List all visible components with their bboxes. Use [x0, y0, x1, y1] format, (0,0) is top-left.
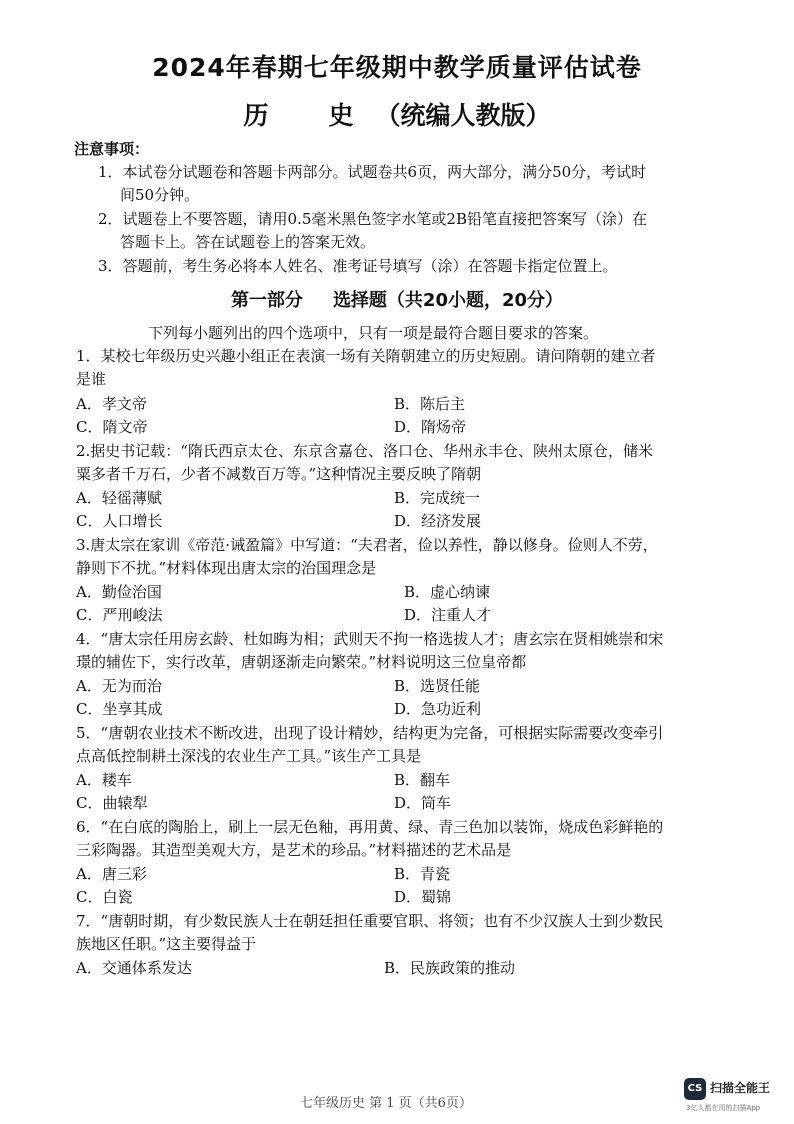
exam-title: 2024年春期七年级期中教学质量评估试卷 [152, 53, 642, 82]
camscanner-logo-icon: CS [684, 1078, 706, 1100]
note-line: 间50分钟。 [120, 186, 200, 204]
option-d: D．隋炀帝 [394, 418, 467, 436]
option-c: C．隋文帝 [76, 418, 148, 436]
option-a: A．耧车 [76, 771, 132, 789]
question-stem: 静则下不扰。”材料体现出唐太宗的治国理念是 [76, 559, 377, 577]
option-a: A．交通体系发达 [76, 959, 192, 977]
option-b: B．青瓷 [394, 865, 451, 883]
question-stem: 粟多者千万石，少者不减数百万等。”这种情况主要反映了隋朝 [76, 465, 482, 483]
question-stem: 5．“唐朝农业技术不断改进，出现了设计精妙，结构更为完备，可根据实际需要改变牵引 [76, 724, 664, 742]
option-c: C．严刑峻法 [76, 606, 163, 624]
question-stem: 三彩陶器。其造型美观大方，是艺术的珍品。”材料描述的艺术品是 [76, 841, 512, 859]
option-a: A．无为而治 [76, 677, 162, 695]
question-stem: 2.据史书记载：“隋氏西京太仓、东京含嘉仓、洛口仓、华州永丰仓、陕州太原仓，储米 [76, 442, 653, 460]
edition-label: （统编人教版） [375, 101, 551, 130]
option-b: B．民族政策的推动 [384, 959, 516, 977]
note-line: 答题卡上。答在试题卷上的答案无效。 [120, 233, 376, 251]
watermark-tagline: 3亿人都在用的扫描App [686, 1104, 761, 1112]
option-a: A．勤俭治国 [76, 583, 162, 601]
option-c: C．曲辕犁 [76, 794, 148, 812]
question-stem: 7．“唐朝时期，有少数民族人士在朝廷担任重要官职、将领；也有不少汉族人士到少数民 [76, 912, 664, 930]
question-stem: 族地区任职。”这主要得益于 [76, 935, 257, 953]
option-a: A．唐三彩 [76, 865, 147, 883]
question-stem: 6．“在白底的陶胎上，刷上一层无色釉，再用黄、绿、青三色加以装饰，烧成色彩鲜艳的 [76, 818, 664, 836]
option-b: B．虚心纳谏 [404, 583, 491, 601]
option-c: C．坐享其成 [76, 700, 163, 718]
option-d: D．经济发展 [394, 512, 482, 530]
question-stem: 是谁 [76, 370, 107, 388]
note-line: 3．答题前，考生务必将本人姓名、准考证号填写（涂）在答题卡指定位置上。 [98, 257, 618, 275]
question-stem: 3.唐太宗在家训《帝范·诫盈篇》中写道：“夫君者，俭以养性，静以修身。俭则人不劳， [76, 536, 658, 554]
question-stem: 4．“唐太宗任用房玄龄、杜如晦为相；武则天不拘一格选拔人才；唐玄宗在贤相姚崇和宋 [76, 630, 664, 648]
note-line: 1．本试卷分试题卷和答题卡两部分。试题卷共6页，两大部分，满分50分，考试时 [98, 163, 647, 181]
question-stem: 璟的辅佐下，实行改革，唐朝逐渐走向繁荣。”材料说明这三位皇帝都 [76, 653, 527, 671]
section-title [0, 286, 794, 312]
question-stem: 1．某校七年级历史兴趣小组正在表演一场有关隋朝建立的历史短剧。请问隋朝的建立者 [76, 347, 656, 365]
option-b: B．选贤任能 [394, 677, 481, 695]
option-b: B．翻车 [394, 771, 451, 789]
page-footer: 七年级历史 第 1 页（共6页） [300, 1096, 472, 1111]
section-instruction: 下列每小题列出的四个选项中，只有一项是最符合题目要求的答案。 [148, 324, 599, 342]
note-line: 2．试题卷上不要答题，请用0.5毫米黑色签字水笔或2B铅笔直接把答案写（涂）在 [98, 210, 647, 228]
option-d: D．筒车 [394, 794, 452, 812]
option-b: B．陈后主 [394, 395, 466, 413]
option-c: C．白瓷 [76, 888, 133, 906]
watermark-app-name: 扫描全能王 [710, 1081, 771, 1095]
exam-subtitle [0, 96, 794, 132]
scanner-watermark [684, 1076, 784, 1116]
option-d: D．蜀锦 [394, 888, 452, 906]
section-part-label: 第一部分 [230, 290, 303, 311]
option-a: A．轻徭薄赋 [76, 489, 162, 507]
option-d: D．注重人才 [404, 606, 492, 624]
notes-heading: 注意事项： [74, 140, 150, 158]
option-a: A．孝文帝 [76, 395, 147, 413]
option-b: B．完成统一 [394, 489, 481, 507]
subject-char-2: 史 [328, 101, 354, 130]
question-stem: 点高低控制耕土深浅的农业生产工具。”该生产工具是 [76, 747, 422, 765]
option-c: C．人口增长 [76, 512, 163, 530]
subject-char-1: 历 [243, 101, 269, 130]
option-d: D．急功近利 [394, 700, 482, 718]
section-part-desc: 选择题（共20小题，20分） [332, 290, 564, 311]
